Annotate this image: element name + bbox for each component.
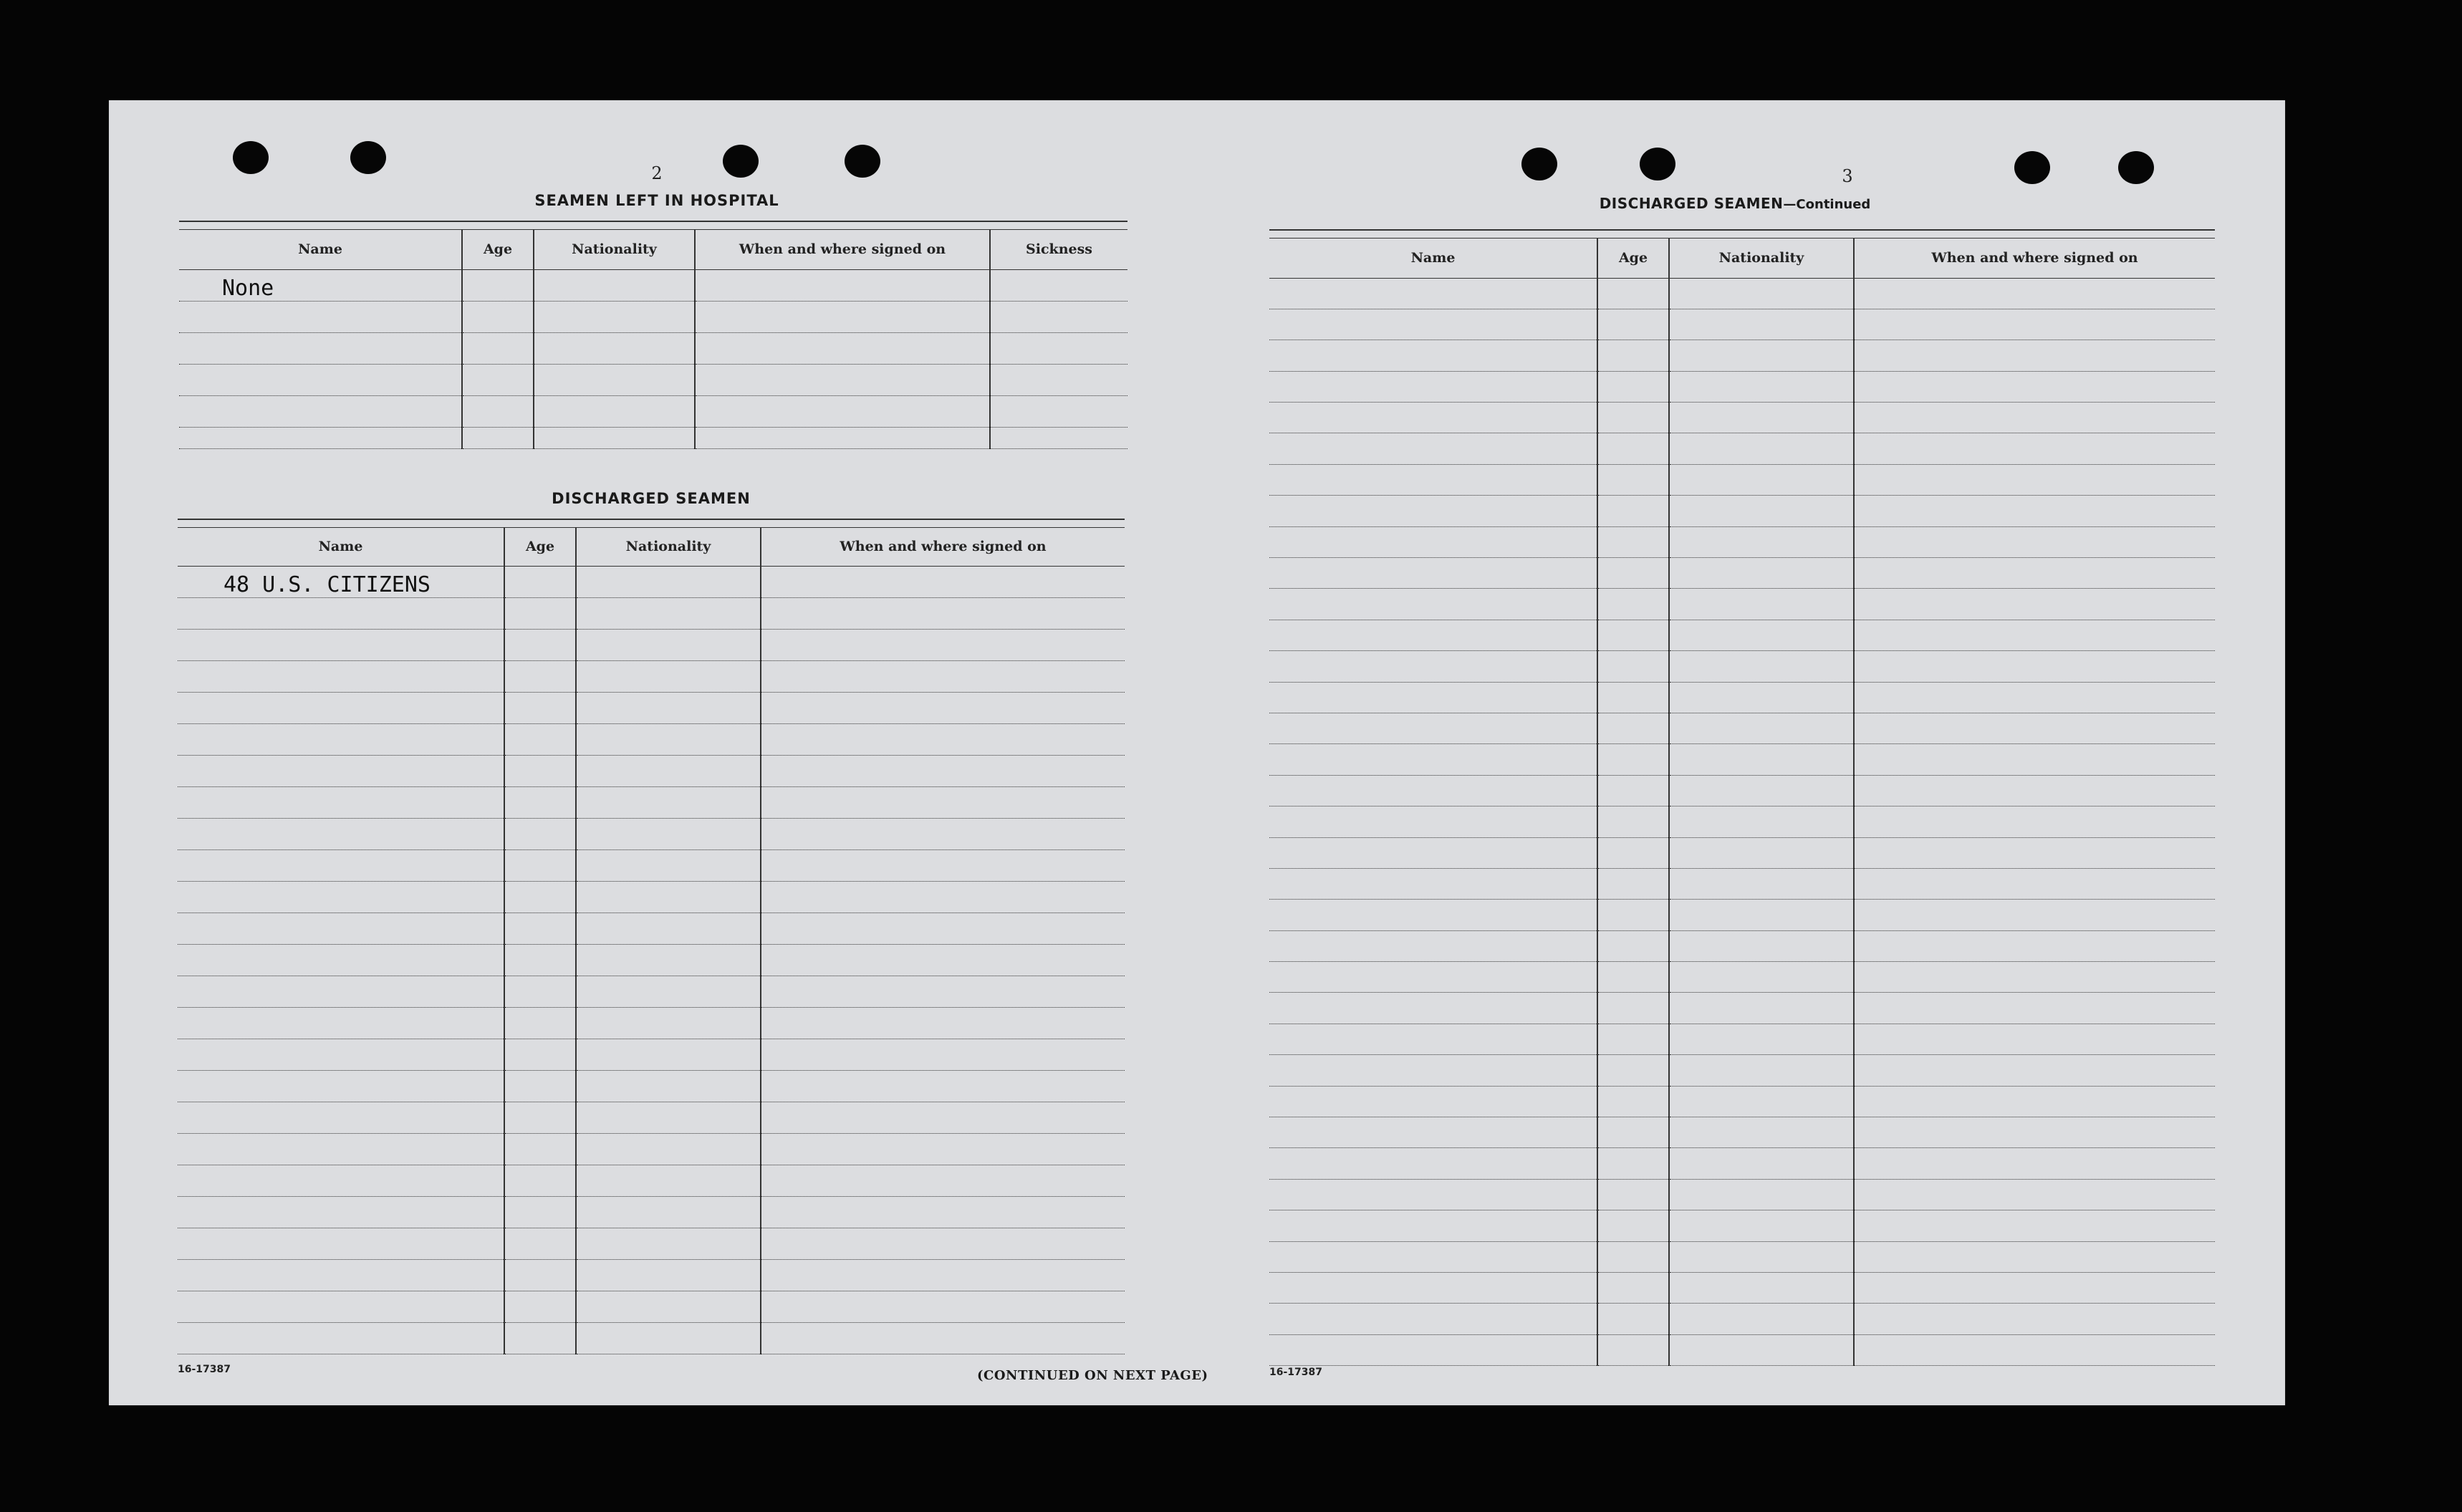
blank-cell — [534, 269, 695, 301]
blank-row — [178, 755, 1125, 786]
column-header-nationality: Nationality — [534, 229, 695, 269]
blank-row — [1269, 713, 2215, 743]
blank-row — [1269, 620, 2215, 650]
form-number: 16-17387 — [178, 1364, 231, 1375]
punch-hole — [233, 141, 269, 174]
blank-row — [1269, 1304, 2215, 1334]
column-header-name: Name — [178, 527, 504, 566]
discharged-section-title: DISCHARGED SEAMEN — [552, 490, 751, 507]
blank-row — [178, 597, 1125, 629]
blank-row — [1269, 371, 2215, 402]
page-number: 3 — [1842, 166, 1853, 186]
blank-row — [179, 332, 1127, 364]
document-sheet — [109, 100, 2285, 1405]
blank-row — [178, 1007, 1125, 1039]
blank-row — [179, 395, 1127, 427]
blank-row — [178, 786, 1125, 818]
blank-row — [178, 1165, 1125, 1196]
hospital-section-title: SEAMEN LEFT IN HOSPITAL — [534, 192, 779, 209]
punch-hole — [350, 141, 386, 174]
blank-row — [1269, 1024, 2215, 1054]
blank-row — [178, 881, 1125, 913]
blank-row — [178, 976, 1125, 1007]
entry-name: 48 U.S. CITIZENS — [178, 566, 504, 597]
punch-hole — [723, 145, 759, 178]
section-title-text: DISCHARGED SEAMEN — [1599, 195, 1784, 212]
blank-row — [178, 1228, 1125, 1259]
blank-row — [1269, 775, 2215, 806]
blank-row — [178, 1133, 1125, 1165]
blank-row — [178, 629, 1125, 660]
blank-row — [178, 849, 1125, 881]
blank-row — [1269, 526, 2215, 557]
blank-row — [179, 301, 1127, 332]
blank-row — [1269, 962, 2215, 993]
column-header-name: Name — [1269, 238, 1597, 278]
blank-row — [178, 723, 1125, 755]
blank-row — [1269, 1210, 2215, 1241]
blank-row — [1269, 1086, 2215, 1117]
continued-note: (CONTINUED ON NEXT PAGE) — [977, 1368, 1208, 1383]
blank-row — [1269, 993, 2215, 1024]
column-header-signed-on: When and where signed on — [761, 527, 1125, 566]
blank-row — [1269, 1179, 2215, 1210]
blank-row — [1269, 682, 2215, 713]
blank-row — [178, 1322, 1125, 1354]
continued-section-title — [1269, 195, 2201, 212]
blank-cell — [504, 566, 576, 597]
punch-hole — [1640, 148, 1675, 180]
blank-row — [1269, 403, 2215, 433]
blank-row — [1269, 837, 2215, 868]
blank-row — [1269, 1055, 2215, 1086]
section-title-suffix: —Continued — [1783, 197, 1871, 212]
column-header-sickness: Sickness — [990, 229, 1127, 269]
punch-hole — [2014, 151, 2050, 184]
blank-row — [1269, 433, 2215, 464]
blank-row — [1269, 340, 2215, 371]
form-number: 16-17387 — [1269, 1367, 1322, 1378]
blank-row — [1269, 1241, 2215, 1272]
blank-row — [178, 1291, 1125, 1322]
blank-row — [178, 1102, 1125, 1133]
blank-row — [1269, 868, 2215, 899]
blank-row — [178, 1259, 1125, 1291]
blank-row — [1269, 900, 2215, 930]
blank-row — [178, 913, 1125, 944]
punch-hole — [2118, 151, 2154, 184]
blank-cell — [462, 269, 534, 301]
blank-row — [179, 427, 1127, 448]
blank-row — [1269, 464, 2215, 495]
column-header-signed-on: When and where signed on — [695, 229, 990, 269]
column-header-name: Name — [179, 229, 462, 269]
column-header-age: Age — [462, 229, 534, 269]
column-header-age: Age — [504, 527, 576, 566]
blank-row — [1269, 278, 2215, 309]
blank-row — [178, 1196, 1125, 1228]
punch-hole — [845, 145, 880, 178]
blank-cell — [990, 269, 1127, 301]
blank-row — [178, 1039, 1125, 1070]
blank-cell — [761, 566, 1125, 597]
column-header-nationality: Nationality — [576, 527, 761, 566]
punch-hole — [1521, 148, 1557, 180]
column-header-signed-on: When and where signed on — [1854, 238, 2215, 278]
blank-row — [1269, 1273, 2215, 1304]
blank-row — [179, 364, 1127, 395]
blank-row — [1269, 1334, 2215, 1365]
blank-cell — [695, 269, 990, 301]
blank-row — [1269, 1117, 2215, 1148]
blank-row — [178, 818, 1125, 849]
blank-row — [1269, 930, 2215, 961]
blank-row — [178, 944, 1125, 976]
blank-row — [1269, 558, 2215, 589]
entry-name: None — [179, 269, 462, 301]
blank-row — [1269, 496, 2215, 526]
blank-row — [1269, 744, 2215, 775]
blank-cell — [576, 566, 761, 597]
blank-row — [1269, 651, 2215, 682]
column-header-nationality: Nationality — [1669, 238, 1854, 278]
column-header-age: Age — [1597, 238, 1669, 278]
blank-row — [178, 1070, 1125, 1102]
blank-row — [1269, 806, 2215, 837]
blank-row — [178, 660, 1125, 692]
blank-row — [1269, 309, 2215, 340]
blank-row — [1269, 589, 2215, 620]
page-number: 2 — [651, 163, 663, 183]
blank-row — [1269, 1148, 2215, 1179]
blank-row — [178, 692, 1125, 723]
